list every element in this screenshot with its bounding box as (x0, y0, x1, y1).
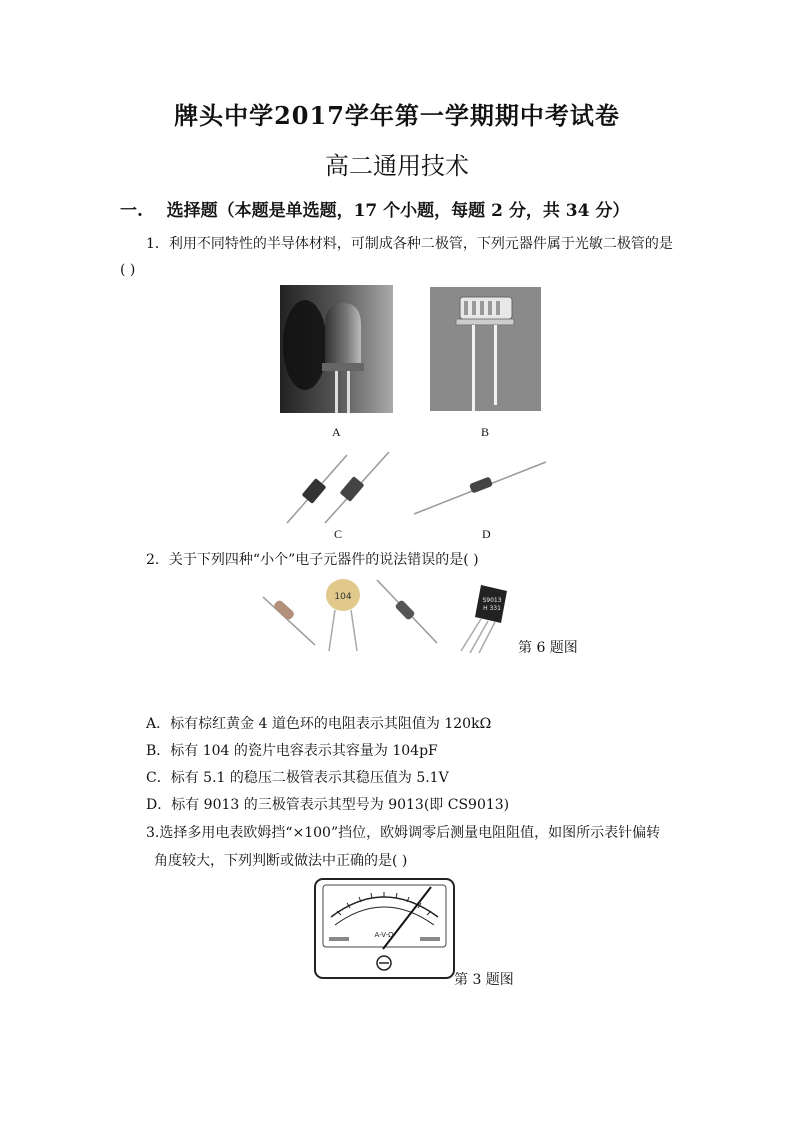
q1-blank: ( ) (120, 262, 136, 278)
meter-label: A-V-Ω (374, 931, 394, 939)
q2-option-a: A．标有棕红黄金 4 道色环的电阻表示其阻值为 120kΩ (146, 716, 492, 732)
q2-components-photo (255, 575, 513, 655)
label-b: B (481, 425, 490, 439)
exam-title: 牌头中学2017学年第一学期期中考试卷 (174, 101, 620, 130)
label-d: D (482, 527, 491, 541)
label-c: C (334, 527, 343, 541)
q3-figure-caption: 第 3 题图 (454, 972, 514, 988)
transistor-mark-1: S9013 (482, 597, 502, 604)
q3-stem-line1: 3.选择多用电表欧姆挡“×100”挡位，欧姆调零后测量电阻阻值，如图所示表针偏转 (146, 825, 661, 841)
transistor-mark-2: H 331 (483, 605, 501, 612)
q1-stem: 1．利用不同特性的半导体材料，可制成各种二极管，下列元器件属于光敏二极管的是 (146, 236, 673, 252)
q2-option-c: C．标有 5.1 的稳压二极管表示其稳压值为 5.1V (146, 770, 449, 786)
q2-option-d: D．标有 9013 的三极管表示其型号为 9013(即 CS9013) (146, 797, 510, 813)
photo-d-diode (410, 458, 550, 518)
q2-stem: 2．关于下列四种“小个”电子元器件的说法错误的是( ) (146, 552, 479, 568)
section-heading: 一. 选择题（本题是单选题，17 个小题，每题 2 分，共 34 分） (120, 201, 630, 221)
capacitor-mark: 104 (334, 592, 352, 602)
photo-a-led (280, 285, 393, 413)
multimeter-figure (313, 877, 456, 980)
q2-option-b: B．标有 104 的瓷片电容表示其容量为 104pF (146, 743, 438, 759)
q3-stem-line2: 角度较大，下列判断或做法中正确的是( ) (154, 853, 408, 869)
photo-c-diodes (285, 450, 393, 525)
photo-b-photodiode (430, 287, 541, 411)
exam-subtitle: 高二通用技术 (325, 152, 469, 180)
label-a: A (332, 425, 341, 439)
q2-figure-caption: 第 6 题图 (518, 640, 578, 656)
